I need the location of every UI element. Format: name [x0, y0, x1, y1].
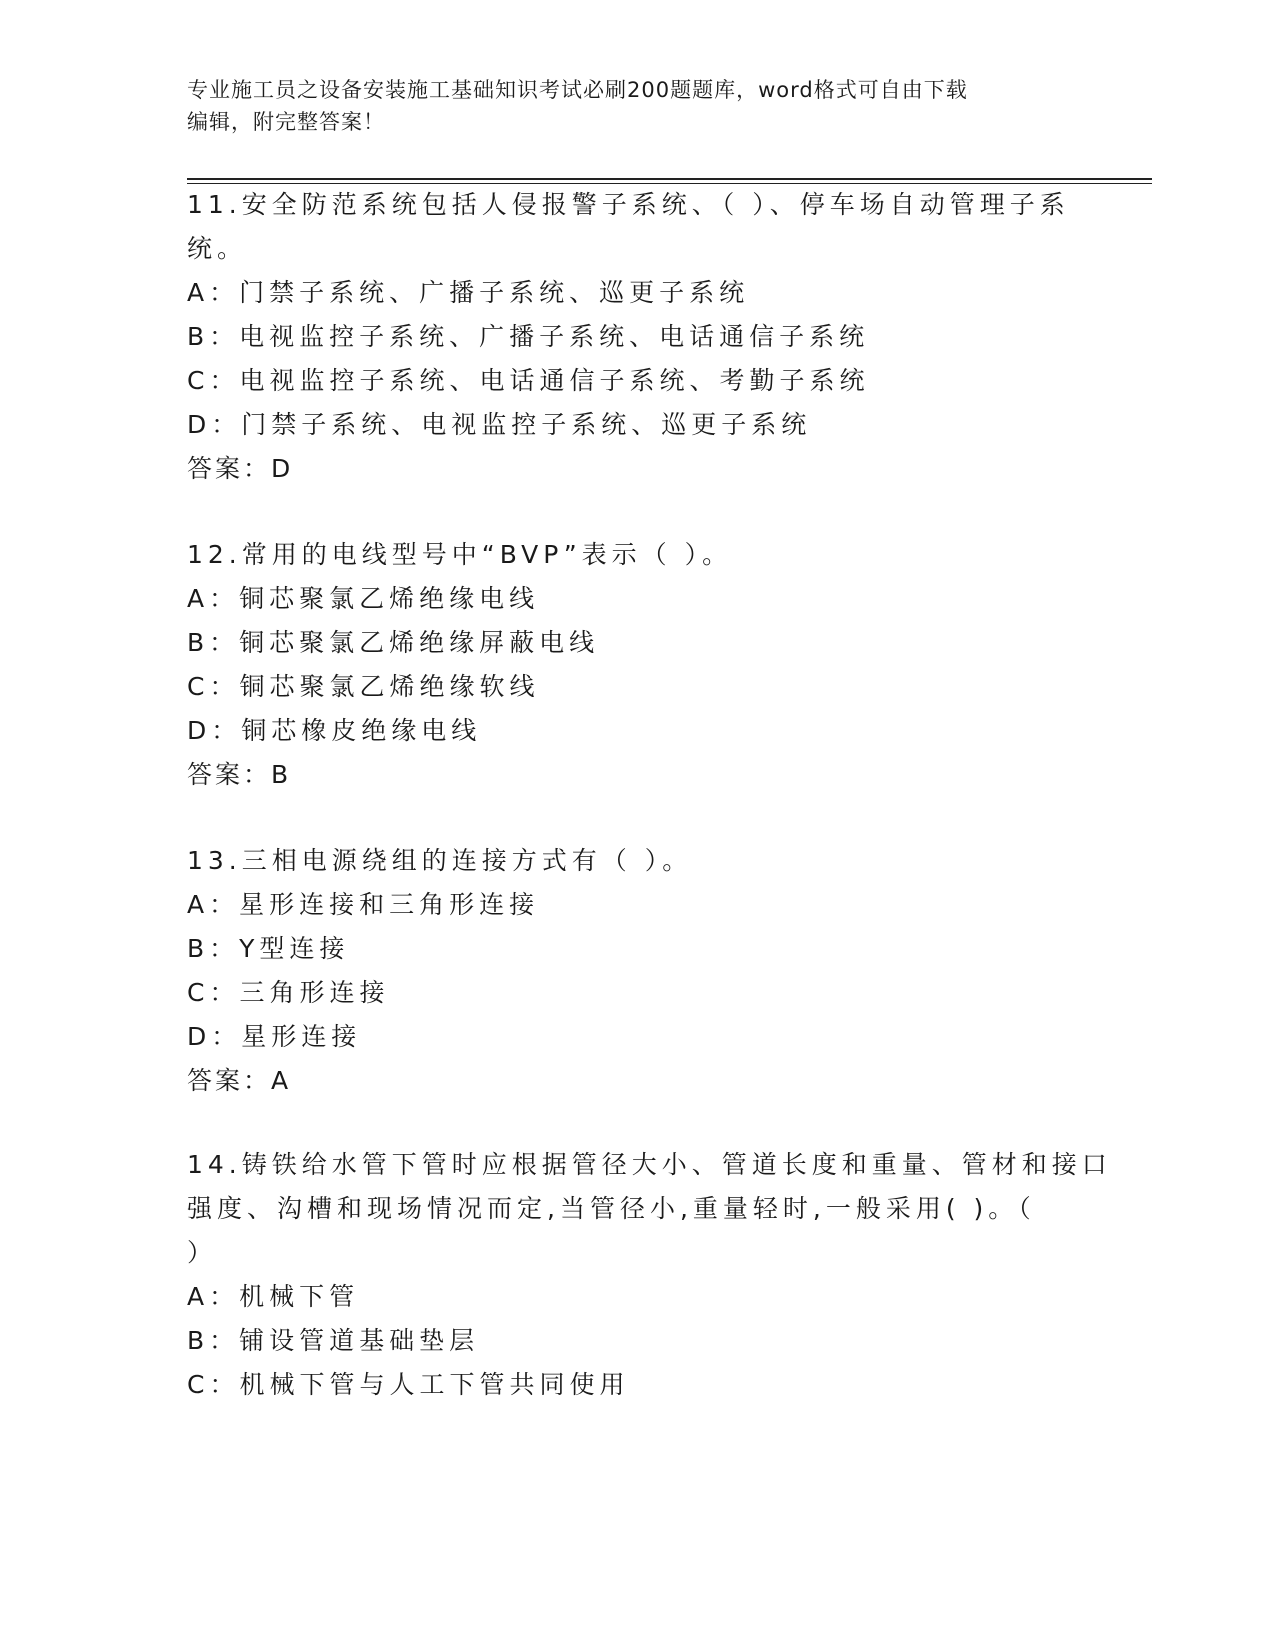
question-14-option-a: A：机械下管 [187, 1282, 360, 1311]
question-12-option-b: B：铜芯聚氯乙烯绝缘屏蔽电线 [187, 628, 600, 657]
question-14-stem-line-1: 14.铸铁给水管下管时应根据管径大小、管道长度和重量、管材和接口 [187, 1150, 1112, 1179]
header-divider-thin [187, 183, 1152, 184]
question-13-option-c: C：三角形连接 [187, 978, 390, 1007]
question-13-option-d: D：星形连接 [187, 1022, 362, 1051]
question-13-option-a: A：星形连接和三角形连接 [187, 890, 540, 919]
document-header [187, 74, 1087, 138]
question-13-stem: 13.三相电源绕组的连接方式有（ ）。 [187, 846, 693, 875]
question-12-answer: 答案：B [187, 760, 292, 789]
question-11-option-c: C：电视监控子系统、电话通信子系统、考勤子系统 [187, 366, 870, 395]
question-11-option-a: A：门禁子系统、广播子系统、巡更子系统 [187, 278, 750, 307]
question-14-option-b: B：铺设管道基础垫层 [187, 1326, 480, 1355]
question-13-option-b: B：Y型连接 [187, 934, 350, 963]
question-11-option-b: B：电视监控子系统、广播子系统、电话通信子系统 [187, 322, 870, 351]
question-14-option-c: C：机械下管与人工下管共同使用 [187, 1370, 630, 1399]
question-11-option-d: D：门禁子系统、电视监控子系统、巡更子系统 [187, 410, 812, 439]
question-11-answer: 答案：D [187, 454, 294, 483]
question-12-option-d: D：铜芯橡皮绝缘电线 [187, 716, 482, 745]
question-12-option-c: C：铜芯聚氯乙烯绝缘软线 [187, 672, 540, 701]
question-14-stem-line-2: 强度、沟槽和现场情况而定,当管径小,重量轻时,一般采用( )。（ [187, 1194, 1036, 1223]
question-11-stem-line-2: 统。 [187, 234, 248, 263]
header-divider-thick [187, 178, 1152, 180]
question-11-stem-line-1: 11.安全防范系统包括人侵报警子系统、（ ）、停车场自动管理子系 [187, 190, 1070, 219]
question-13-answer: 答案：A [187, 1066, 292, 1095]
header-line-1: 专业施工员之设备安装施工基础知识考试必刷200题题库，word格式可自由下载 [187, 78, 968, 102]
question-12-stem: 12.常用的电线型号中“BVP”表示（ ）。 [187, 540, 733, 569]
question-12-option-a: A：铜芯聚氯乙烯绝缘电线 [187, 584, 540, 613]
header-line-2: 编辑，附完整答案！ [187, 110, 385, 134]
question-14-stem-line-3: ） [187, 1238, 218, 1267]
